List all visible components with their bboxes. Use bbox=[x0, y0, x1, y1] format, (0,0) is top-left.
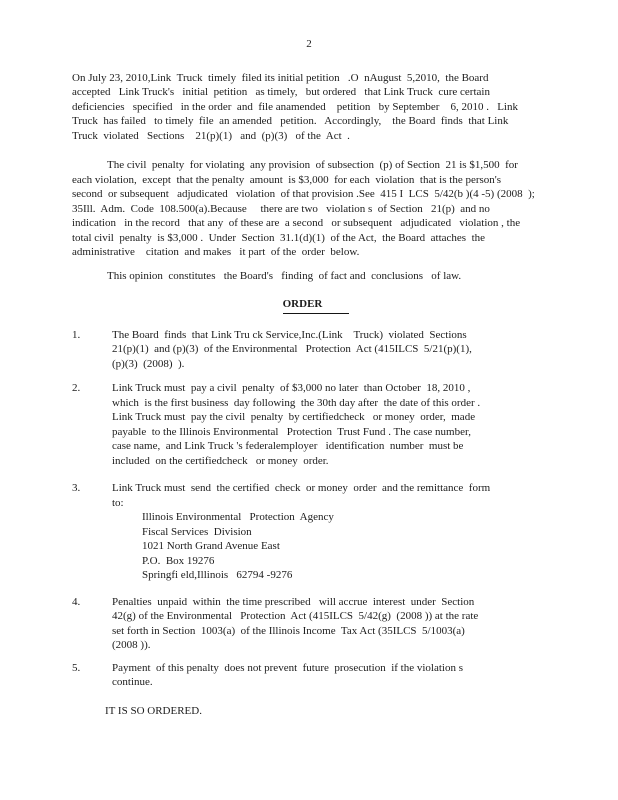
document-body bbox=[72, 71, 560, 719]
order-item-5 bbox=[72, 661, 560, 690]
text-line: Penalties unpaid within the time prescribed will accrue interest under Section bbox=[112, 595, 475, 608]
text-line: continue. bbox=[112, 676, 153, 688]
paragraph-opinion-statement bbox=[72, 269, 560, 284]
order-heading-text: ORDER bbox=[283, 297, 350, 314]
text-line: Link Truck must send the certified check or money order and the remittance form bbox=[112, 482, 491, 494]
order-item-4 bbox=[72, 595, 560, 653]
text-line: set forth in Section 1003(a) of the Illinois Income Tax Act (35ILCS 5/1003(a) bbox=[112, 624, 465, 637]
text-line: (2008 )). bbox=[112, 639, 151, 651]
text-line: 1021 North Grand Avenue East bbox=[142, 540, 280, 552]
order-item-text bbox=[112, 381, 560, 468]
text-line: payable to the Illinois Environmental Protection Trust Fund . The case number, bbox=[112, 425, 471, 438]
text-line: to: bbox=[112, 496, 124, 509]
order-heading bbox=[72, 297, 560, 314]
order-item-1 bbox=[72, 328, 560, 372]
order-item-text bbox=[112, 595, 560, 653]
order-item-text bbox=[112, 661, 560, 690]
order-item-number: 1. bbox=[72, 328, 81, 341]
order-item-number: 5. bbox=[72, 661, 81, 674]
text-line: Truck violated Sections 21(p)(1) and (p)(3) of the Act . bbox=[72, 129, 350, 142]
text-line: included on the certifiedcheck or money order. bbox=[112, 454, 329, 467]
text-line: each violation, except that the penalty amount is $3,000 for each violation that is the person's bbox=[72, 173, 502, 186]
text-line: second or subsequent adjudicated violation of that provision .See 415 I LCS 5/42(b )(4 -5) (2008 ); bbox=[72, 188, 535, 200]
text-line: (p)(3) (2008) ). bbox=[112, 357, 185, 370]
text-line: Springfi eld,Illinois 62794 -9276 bbox=[142, 569, 293, 581]
text-line: Link Truck must pay the civil penalty by certifiedcheck or money order, made bbox=[112, 411, 476, 423]
order-item-number: 3. bbox=[72, 482, 81, 494]
text-line: The Board finds that Link Tru ck Service,Inc.(Link Truck) violated Sections bbox=[112, 328, 467, 341]
text-line: 21(p)(1) and (p)(3) of the Environmental Protection Act (415ILCS 5/21(p)(1), bbox=[112, 343, 472, 355]
order-item-number: 2. bbox=[72, 382, 81, 394]
remittance-address bbox=[112, 510, 560, 583]
order-item-text bbox=[112, 328, 560, 372]
paragraph-petition-history bbox=[72, 71, 560, 144]
text-line: indication in the record that any of these are a second or subsequent adjudicated violation , the bbox=[72, 217, 521, 229]
text-line: Link Truck must pay a civil penalty of $3,000 no later than October 18, 2010 , bbox=[112, 382, 471, 394]
text-line: This opinion constitutes the Board's finding of fact and conclusions of law. bbox=[107, 269, 462, 282]
text-line: total civil penalty is $3,000 . Under Section 31.1(d)(1) of the Act, the Board attaches the bbox=[72, 231, 486, 244]
order-item-3 bbox=[72, 481, 560, 583]
order-item-number: 4. bbox=[72, 595, 81, 608]
text-line: Payment of this penalty does not prevent future prosecution if the violation s bbox=[112, 661, 464, 674]
text-line: 35Ill. Adm. Code 108.500(a).Because there are two violation s of Section 21(p) and no bbox=[72, 202, 490, 215]
paragraph-civil-penalty bbox=[72, 158, 560, 260]
order-item-2 bbox=[72, 381, 560, 468]
text-line: Truck has failed to timely file an amended petition. Accordingly, the Board finds that Link bbox=[72, 115, 509, 127]
text-line: accepted Link Truck's initial petition as timely, but ordered that Link Truck cure certain bbox=[72, 86, 490, 98]
order-item-text bbox=[112, 481, 560, 583]
text-line: deficiencies specified in the order and file anamended petition by September 6, 2010 . Link bbox=[72, 100, 518, 113]
text-line: Fiscal Services Division bbox=[142, 525, 252, 538]
text-line: P.O. Box 19276 bbox=[142, 554, 215, 567]
closing-statement: IT IS SO ORDERED. bbox=[105, 704, 202, 717]
page-number: 2 bbox=[306, 38, 312, 50]
text-line: administrative citation and makes it part of the order below. bbox=[72, 246, 360, 258]
text-line: On July 23, 2010,Link Truck timely filed its initial petition .O nAugust 5,2010, the Board bbox=[72, 71, 489, 84]
text-line: which is the first business day following the 30th day after the date of this order . bbox=[112, 396, 481, 409]
text-line: case name, and Link Truck 's federalemployer identification number must be bbox=[112, 440, 464, 452]
text-line: 42(g) of the Environmental Protection Act (415ILCS 5/42(g) (2008 )) at the rate bbox=[112, 610, 479, 622]
text-line: The civil penalty for violating any provision of subsection (p) of Section 21 is $1,500 for bbox=[107, 159, 518, 171]
order-item-intro bbox=[112, 481, 560, 510]
text-line: Illinois Environmental Protection Agency bbox=[142, 511, 334, 523]
